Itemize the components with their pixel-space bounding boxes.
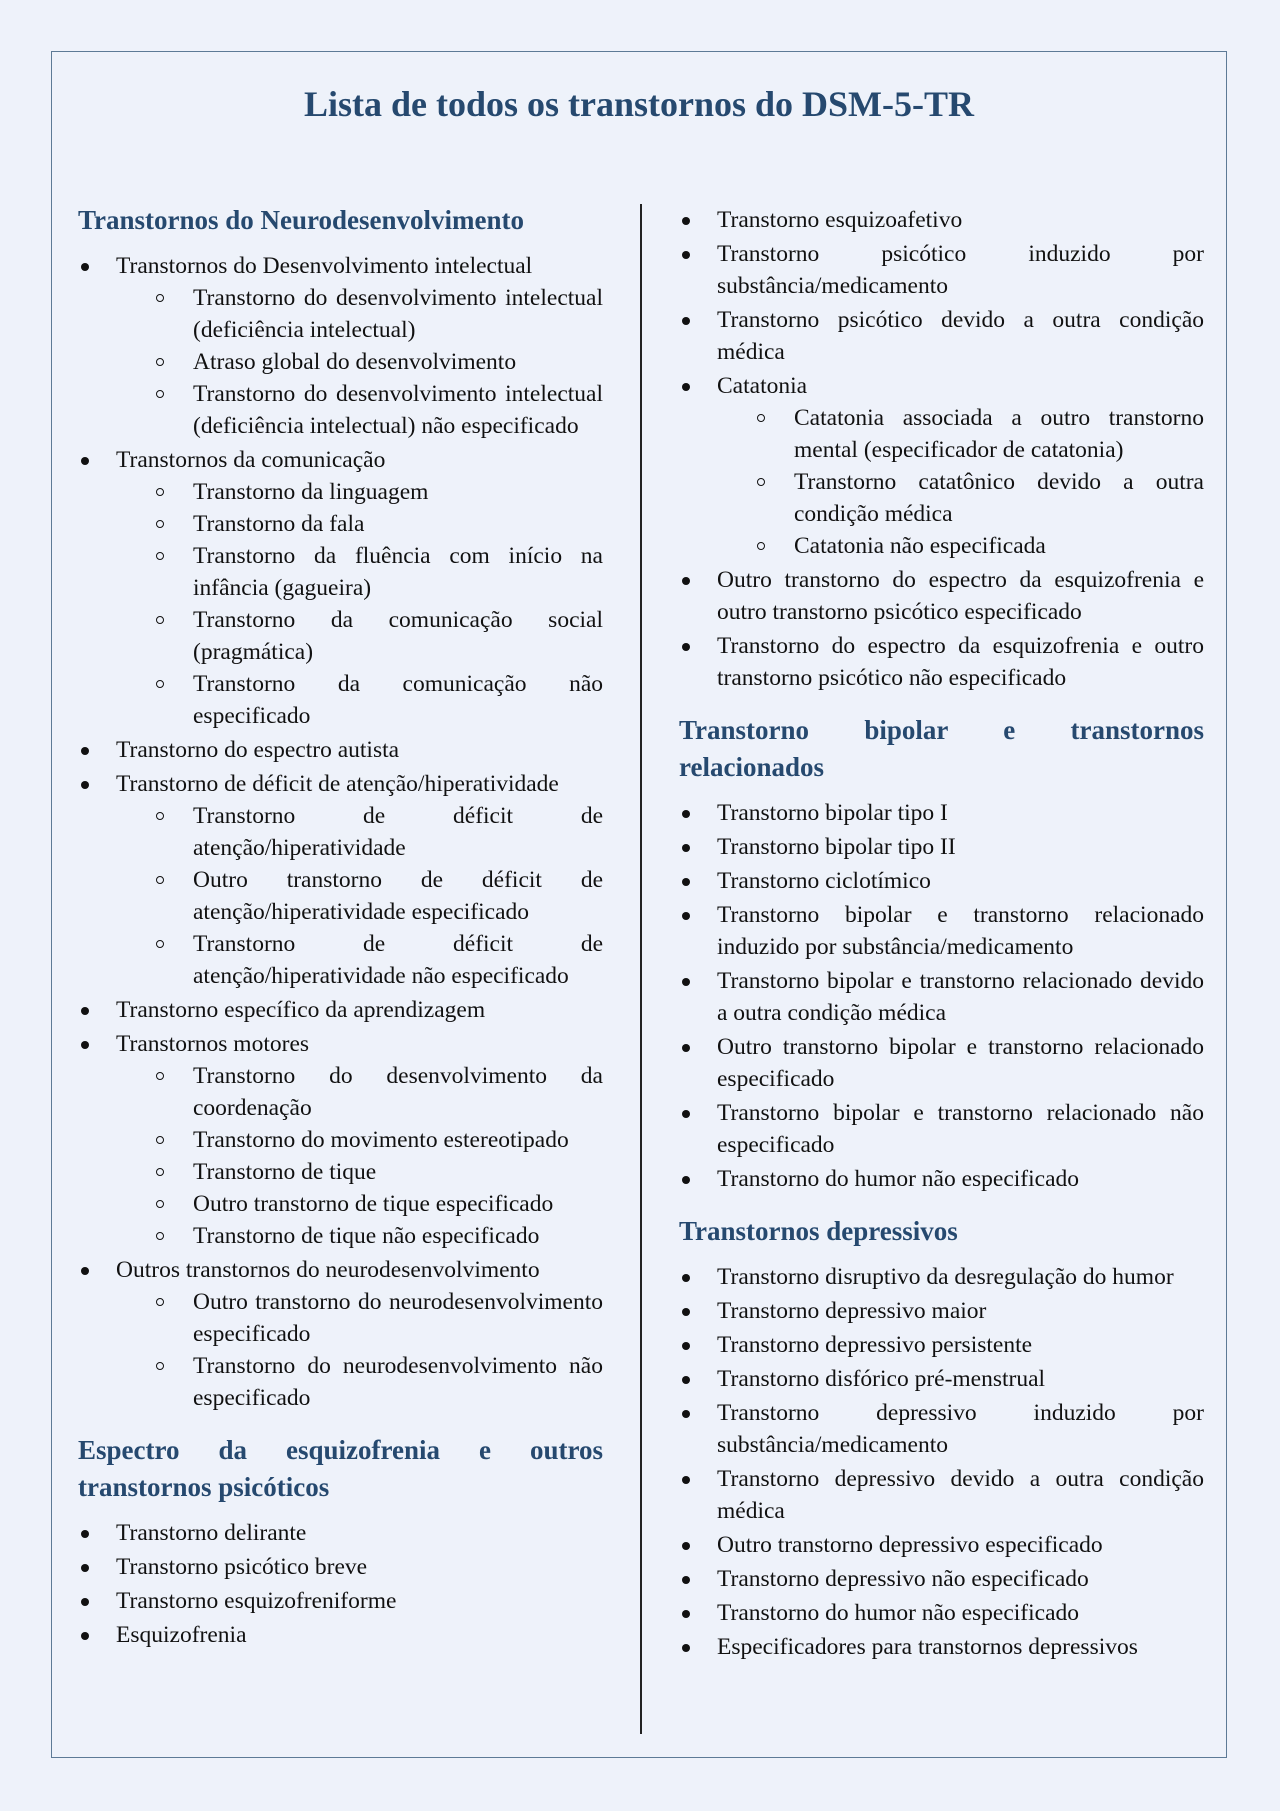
list-item: Transtorno disruptivo da desregulação do humor [679, 1261, 1204, 1293]
section-heading-schizophrenia: Espectro da esquizofrenia e outros transtornos psicóticos [78, 1435, 603, 1502]
sublist-item: Transtorno do desenvolvimento intelectual (deficiência intelectual) [154, 282, 603, 346]
sublist [116, 800, 603, 992]
sublist-item: Transtorno da fluência com início na infância (gagueira) [154, 540, 603, 604]
list-item: Transtorno de déficit de atenção/hiperatividade Transtorno de déficit de atenção/hiperatividade Outro transtorno de déficit de atenção/hiperatividade especificado Transtorno de déficit de atenção/hiperatividade não especificado [78, 768, 603, 992]
sublist [116, 282, 603, 442]
list-item: Especificadores para transtornos depressivos [679, 1631, 1204, 1663]
section-heading-depressive: Transtornos depressivos [679, 1216, 958, 1246]
list-item: Transtorno do espectro da esquizofrenia e outro transtorno psicótico não especificado [679, 630, 1204, 694]
sublist-item: Outro transtorno de tique especificado [154, 1188, 603, 1220]
sublist-item: Transtorno de déficit de atenção/hiperatividade [154, 800, 603, 864]
list-item: Transtorno depressivo persistente [679, 1329, 1204, 1361]
list-item: Outro transtorno bipolar e transtorno relacionado especificado [679, 1031, 1204, 1095]
sublist-item: Transtorno do desenvolvimento intelectual (deficiência intelectual) não especificado [154, 378, 603, 442]
list-item: Transtorno do humor não especificado [679, 1163, 1204, 1195]
sublist-item: Outro transtorno de déficit de atenção/hiperatividade especificado [154, 864, 603, 928]
list-item: Transtorno esquizoafetivo [679, 204, 1204, 236]
list-item: Transtornos da comunicação Transtorno da linguagem Transtorno da fala Transtorno da fluência com início na infância (gagueira) Transtorno da comunicação social (pragmática) Transtorno da comunicação não especificado [78, 444, 603, 732]
list-item: Transtorno do humor não especificado [679, 1597, 1204, 1629]
sublist-item: Transtorno de tique [154, 1156, 603, 1188]
list-item: Transtorno específico da aprendizagem [78, 994, 603, 1026]
list-item: Outro transtorno do espectro da esquizofrenia e outro transtorno psicótico especificado [679, 564, 1204, 628]
sublist-item: Catatonia não especificada [755, 530, 1204, 562]
list-item: Outros transtornos do neurodesenvolvimento Outro transtorno do neurodesenvolvimento especificado Transtorno do neurodesenvolvimento não especificado [78, 1254, 603, 1414]
list-item: Transtorno delirante [78, 1517, 603, 1549]
list-item: Transtorno bipolar tipo I [679, 797, 1204, 829]
list-item: Transtorno bipolar tipo II [679, 831, 1204, 863]
schizo-list [78, 1517, 603, 1651]
sublist-item: Transtorno catatônico devido a outra condição médica [755, 466, 1204, 530]
depressive-list [679, 1261, 1204, 1663]
list-item: Transtorno do espectro autista [78, 734, 603, 766]
sublist-item: Transtorno da comunicação social (pragmática) [154, 604, 603, 668]
list-item: Transtorno bipolar e transtorno relacionado não especificado [679, 1097, 1204, 1161]
sublist-item: Atraso global do desenvolvimento [154, 346, 603, 378]
sublist-item: Transtorno de tique não especificado [154, 1220, 603, 1252]
sublist [116, 1286, 603, 1414]
sublist-item: Transtorno de déficit de atenção/hiperatividade não especificado [154, 928, 603, 992]
list-item: Transtornos do Desenvolvimento intelectual Transtorno do desenvolvimento intelectual (deficiência intelectual) Atraso global do desenvolvimento Transtorno do desenvolvimento intelectual (deficiência intelectual) não especificado [78, 250, 603, 442]
list-item: Transtorno bipolar e transtorno relacionado devido a outra condição médica [679, 965, 1204, 1029]
section-heading-bipolar: Transtorno bipolar e transtornos relacionados [679, 715, 1204, 782]
sublist [116, 476, 603, 732]
page-title: Lista de todos os transtornos do DSM-5-TR [303, 84, 975, 124]
list-item: Catatonia Catatonia associada a outro transtorno mental (especificador de catatonia) Transtorno catatônico devido a outra condição médica Catatonia não especificada [679, 370, 1204, 562]
sublist-item: Transtorno do neurodesenvolvimento não especificado [154, 1350, 603, 1414]
list-item: Esquizofrenia [78, 1619, 603, 1651]
sublist [116, 1060, 603, 1252]
sublist-item: Transtorno do movimento estereotipado [154, 1124, 603, 1156]
column-divider [640, 204, 642, 1734]
list-item: Transtorno esquizofreniforme [78, 1585, 603, 1617]
right-column [679, 204, 1204, 1665]
left-column [78, 202, 603, 1653]
list-item: Transtorno psicótico induzido por substância/medicamento [679, 238, 1204, 302]
sublist-item: Catatonia associada a outro transtorno mental (especificador de catatonia) [755, 402, 1204, 466]
list-item: Transtorno depressivo induzido por substância/medicamento [679, 1397, 1204, 1461]
list-item: Transtorno bipolar e transtorno relacionado induzido por substância/medicamento [679, 899, 1204, 963]
list-item: Transtorno disfórico pré-menstrual [679, 1363, 1204, 1395]
list-item: Transtorno psicótico breve [78, 1551, 603, 1583]
list-item: Transtorno psicótico devido a outra condição médica [679, 304, 1204, 368]
list-item: Transtorno depressivo maior [679, 1295, 1204, 1327]
bipolar-list [679, 797, 1204, 1195]
sublist-item: Outro transtorno do neurodesenvolvimento especificado [154, 1286, 603, 1350]
sublist-item: Transtorno da fala [154, 508, 603, 540]
section-heading-neurodevelopmental: Transtornos do Neurodesenvolvimento [78, 205, 525, 235]
schizo-list-continued [679, 204, 1204, 694]
list-item: Transtorno ciclotímico [679, 865, 1204, 897]
sublist [717, 402, 1204, 562]
sublist-item: Transtorno do desenvolvimento da coordenação [154, 1060, 603, 1124]
list-item: Transtornos motores Transtorno do desenvolvimento da coordenação Transtorno do movimento estereotipado Transtorno de tique Outro transtorno de tique especificado Transtorno de tique não especificado [78, 1028, 603, 1252]
sublist-item: Transtorno da linguagem [154, 476, 603, 508]
neuro-list [78, 250, 603, 1414]
list-item: Transtorno depressivo devido a outra condição médica [679, 1463, 1204, 1527]
document-page [51, 51, 1227, 1758]
sublist-item: Transtorno da comunicação não especificado [154, 668, 603, 732]
list-item: Transtorno depressivo não especificado [679, 1563, 1204, 1595]
list-item: Outro transtorno depressivo especificado [679, 1529, 1204, 1561]
